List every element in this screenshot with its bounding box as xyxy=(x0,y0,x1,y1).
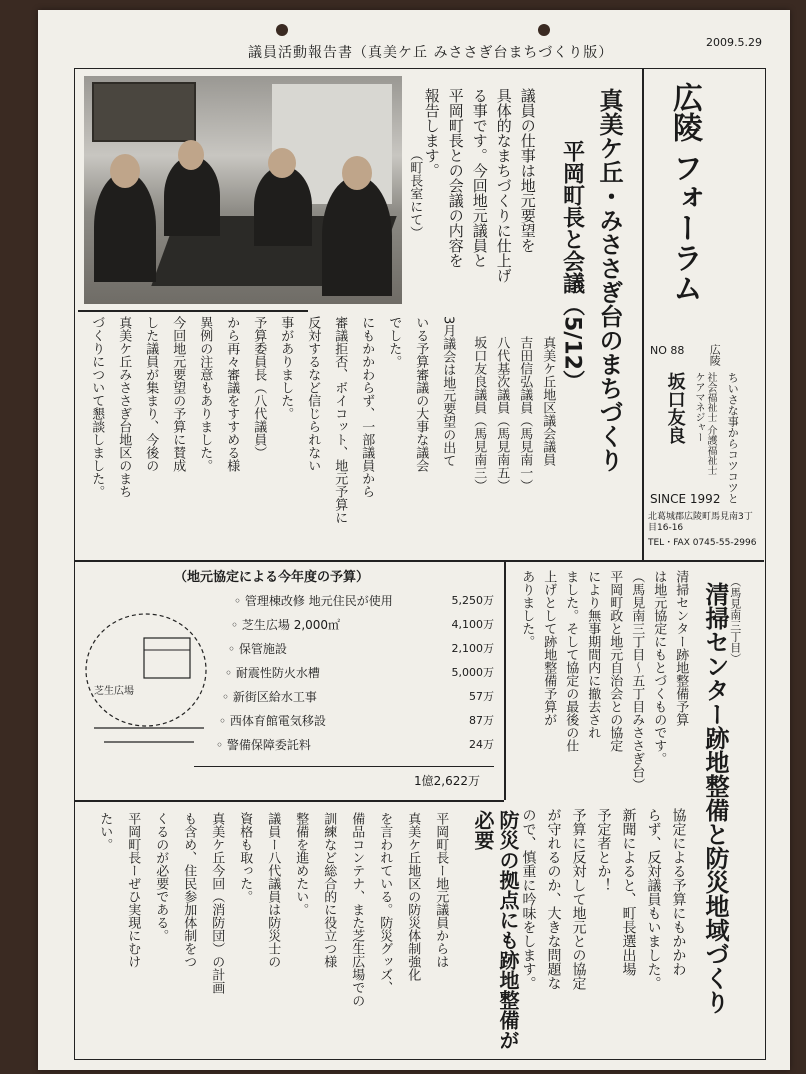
text-column: 予算に反対して地元との協定 xyxy=(570,808,587,990)
article2-body xyxy=(514,570,694,800)
text-column: 坂口友良議員（馬見南三） xyxy=(471,336,487,492)
text-column: した議員が集まり、今後の xyxy=(143,316,159,472)
budget-item-label: ◦ 新街区給水工事 xyxy=(222,690,317,704)
divider xyxy=(642,68,644,560)
text-column: を言われている。防災グッズ、 xyxy=(377,812,393,994)
budget-item-label: ◦ 芝生広場 2,000㎡ xyxy=(231,618,341,632)
headline-1: 真美ケ丘・みささぎ台のまちづくり xyxy=(595,88,623,472)
budget-item-label: ◦ 保管施設 xyxy=(228,642,287,656)
text-column: 事がありました。 xyxy=(278,316,294,420)
budget-item-label: ◦ 管理棟改修 地元住民が使用 xyxy=(234,594,393,608)
text-column: 異例の注意もありました。 xyxy=(197,316,213,472)
text-column: づくりについて懇談しました。 xyxy=(89,316,105,498)
header-title: 議員活動報告書（真美ケ丘 みささぎ台まちづくり版） xyxy=(248,45,614,61)
text-column: 3月議会は地元要望の出て xyxy=(440,316,456,468)
text-column: 報告します。 xyxy=(422,88,441,178)
address: 北葛城郡広陵町馬見南3丁目16-16 xyxy=(648,512,753,533)
budget-title: （地元協定による今年度の予算） xyxy=(174,570,370,585)
budget-item-label: ◦ 耐震性防火水槽 xyxy=(225,666,320,680)
meeting-photo xyxy=(84,76,402,304)
total-line xyxy=(194,766,494,767)
text-column: 訓練など総合的に役立つ様 xyxy=(321,812,337,968)
newsletter-sheet xyxy=(38,10,790,1070)
budget-item-value: 87万 xyxy=(469,714,494,727)
header-date: 2009.5.29 xyxy=(706,36,762,49)
masthead-title: 広陵 フォーラム xyxy=(667,82,702,303)
text-column: る事です。今回地元議員と xyxy=(470,88,489,268)
budget-item-label: ◦ 西体育館電気移設 xyxy=(219,714,326,728)
text-column: 協定による予算にもかかわ xyxy=(670,808,687,976)
article2-body2 xyxy=(514,808,694,1048)
text-column: 議員の仕事は地元要望を xyxy=(518,88,537,253)
text-column: 議員ー八代議員は防災士の xyxy=(265,812,281,968)
qualifications: 社会福祉士 介護福祉士 ケアマネジャー xyxy=(693,372,716,476)
text-column: （馬見南三丁目〜五丁目みささぎ台） xyxy=(629,570,645,791)
text-column: は地元協定にもとづくものです。 xyxy=(651,570,667,765)
telephone: TEL・FAX 0745-55-2996 xyxy=(648,538,757,548)
text-column: いる予算審議の大事な議会 xyxy=(413,316,429,472)
text-column: 審議拒否、ボイコット、地元予算に xyxy=(332,316,348,524)
slogan: ちいさな事からコツコツと xyxy=(726,372,740,504)
photo-caption: （町長室にて） xyxy=(407,148,423,239)
text-column: 真美ケ丘みささぎ台地区のまち xyxy=(116,316,132,498)
budget-total: 1億2,622万 xyxy=(414,774,480,788)
text-column: も含め、住民参加体制をつ xyxy=(181,812,197,968)
text-column: ので、慎重に吟味をします。 xyxy=(520,808,537,990)
text-column: らず、反対議員もいました。 xyxy=(645,808,662,990)
text-column: 清掃センター跡地整備予算 xyxy=(673,570,689,726)
text-column: 吉田信弘議員（馬見南一） xyxy=(517,336,533,492)
text-column: 真美ケ丘地区の防災体制強化 xyxy=(405,812,421,981)
divider xyxy=(74,800,504,802)
author-name: 坂口友良 xyxy=(664,372,686,444)
text-column: 平岡町長ー地元議員からは xyxy=(433,812,449,968)
text-column: 整備を進めたい。 xyxy=(293,812,309,916)
text-column: 八代基次議員（馬見南五） xyxy=(494,336,510,492)
map-label: 芝生広場 xyxy=(94,686,134,697)
budget-item-value: 57万 xyxy=(469,690,494,703)
text-column: ました。そして協定の最後の仕 xyxy=(563,570,579,752)
text-column: たい。 xyxy=(97,812,113,851)
text-column: にもかかわらず、一部議員から xyxy=(359,316,375,498)
budget-item-value: 24万 xyxy=(469,738,494,751)
text-column: 真美ケ丘今回（消防団）の計画 xyxy=(209,812,225,994)
budget-item-value: 5,000万 xyxy=(451,666,494,679)
area-label: （馬見南三丁目） xyxy=(728,576,742,664)
budget-item-label: ◦ 警備保障委託料 xyxy=(216,738,311,752)
text-column: 予算委員長（八代議員） xyxy=(251,316,267,459)
text-column: から再々審議をすすめる様 xyxy=(224,316,240,472)
headline-4: 防災の拠点にも跡地整備が必要 xyxy=(471,810,520,1050)
text-column: 反対するなど信じられない xyxy=(305,316,321,472)
article1-intro xyxy=(418,88,542,308)
text-column: 備品コンテナ、また芝生広場での xyxy=(349,812,365,1007)
budget-item-value: 4,100万 xyxy=(451,618,494,631)
divider xyxy=(78,310,308,312)
text-column: 平岡町長ーぜひ実現にむけ xyxy=(125,812,141,968)
headline-3: 清掃センター跡地整備と防災地域づくり xyxy=(701,582,729,1014)
budget-item-value: 5,250万 xyxy=(451,594,494,607)
punch-hole xyxy=(276,24,288,36)
text-column: 具体的なまちづくりに仕上げ xyxy=(494,88,513,283)
punch-hole xyxy=(538,24,550,36)
issue-number: NO 88 xyxy=(650,344,685,357)
text-column: くるのが必要である。 xyxy=(153,812,169,942)
text-column: 上げとして跡地整備予算が xyxy=(541,570,557,726)
masthead-sub: 広陵 xyxy=(708,344,722,366)
headline-2: 平岡町長と会議（5/12） xyxy=(559,140,585,392)
article1-members xyxy=(470,336,562,556)
text-column: 平岡町長との会議の内容を xyxy=(446,88,465,268)
budget-item-value: 2,100万 xyxy=(451,642,494,655)
text-column: ありました。 xyxy=(519,570,535,648)
since-year: SINCE 1992 xyxy=(650,492,721,506)
text-column: により無事期間内に撤去され xyxy=(585,570,601,739)
article3-body xyxy=(84,812,460,1052)
text-column: が守れるのか、大きな問題な xyxy=(545,808,562,990)
text-column: 予定者とか！ xyxy=(595,808,612,892)
divider xyxy=(74,560,764,562)
article1-body xyxy=(82,316,466,556)
text-column: 真美ケ丘地区議会議員 xyxy=(540,336,556,466)
divider xyxy=(504,560,506,800)
text-column: 新聞によると、町長選出場 xyxy=(620,808,637,976)
text-column: でした。 xyxy=(386,316,402,368)
masthead xyxy=(648,76,757,560)
text-column: 平岡町政と地元自治会との協定 xyxy=(607,570,623,752)
text-column: 今回地元要望の予算に賛成 xyxy=(170,316,186,472)
text-column: 資格も取った。 xyxy=(237,812,253,903)
